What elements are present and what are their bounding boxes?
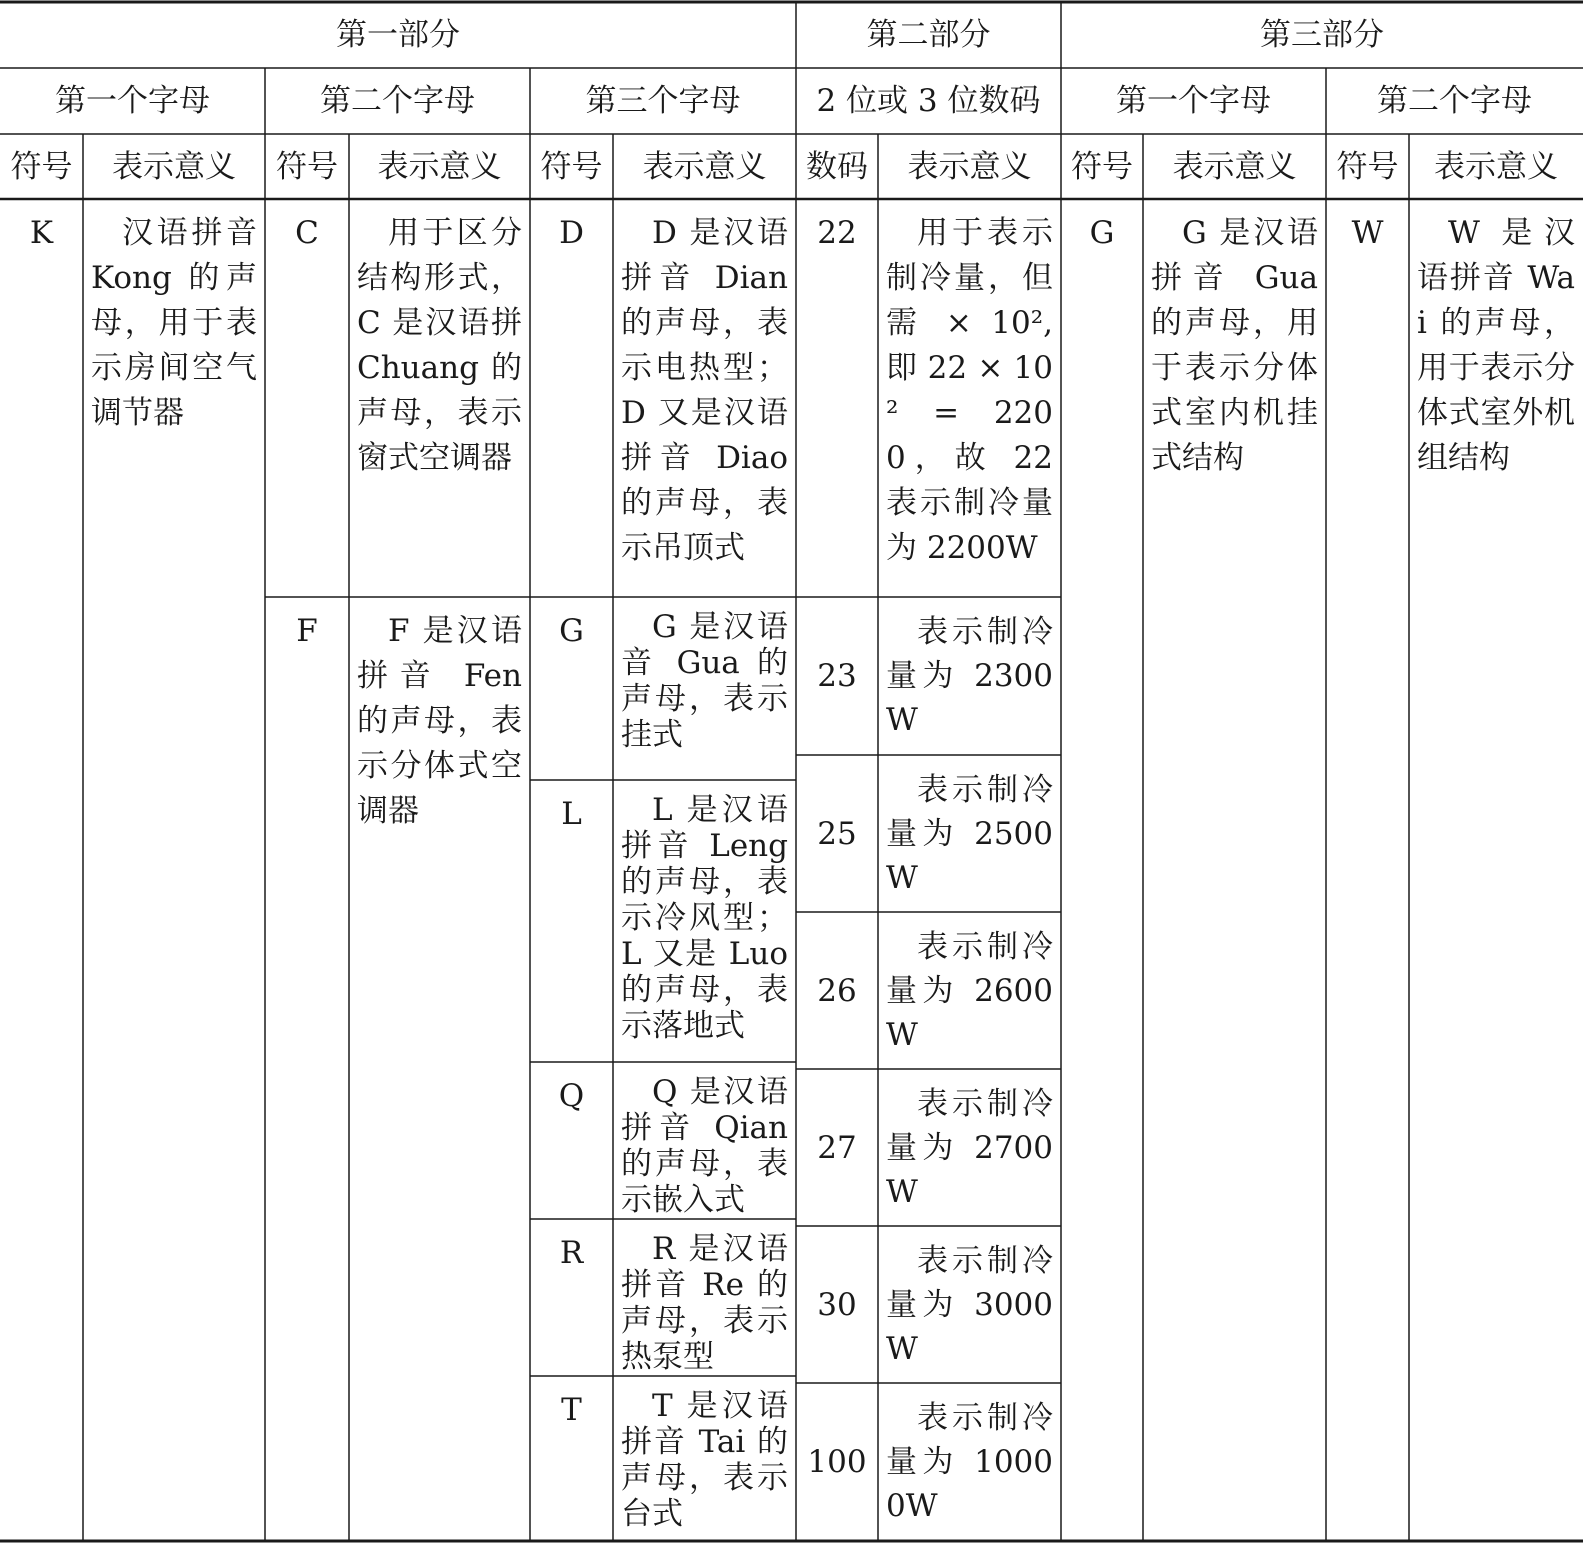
- col3-symbol-q: Q: [558, 1078, 585, 1114]
- subheader-symbol: 符号: [10, 148, 73, 185]
- col4-digits-27: 27: [817, 1129, 857, 1166]
- col4-digits-26: 26: [817, 972, 857, 1009]
- header-group-part3-first-letter: 第一个字母: [1116, 83, 1271, 119]
- header-part-1: 第一部分: [336, 17, 460, 53]
- col3-symbol-g: G: [559, 613, 584, 649]
- col5-symbol: G: [1089, 215, 1115, 251]
- col3-meaning-t: T 是汉语拼音 Tai 的声母，表示台式: [621, 1388, 788, 1532]
- col4-digits-22: 22: [817, 215, 857, 251]
- col3-meaning-q: Q 是汉语拼音 Qian 的声母，表示嵌入式: [621, 1074, 788, 1218]
- col4-meaning-cell-23: [878, 597, 1061, 755]
- col4-meaning-100: 表示制冷量为 10000W: [886, 1400, 1053, 1524]
- col4-meaning-cell-100: [878, 1383, 1061, 1541]
- col4-meaning-cell-30: [878, 1226, 1061, 1383]
- header-group-first-letter: 第一个字母: [55, 83, 210, 119]
- col4-digits-100: 100: [807, 1444, 867, 1480]
- col4-digits-30: 30: [817, 1286, 857, 1323]
- subheader-meaning: 表示意义: [907, 148, 1032, 185]
- subheader-meaning: 表示意义: [1434, 148, 1558, 185]
- col3-symbol-d: D: [559, 215, 584, 251]
- col4-meaning-26: 表示制冷量为 2600W: [886, 928, 1053, 1053]
- header-group-digits: 2 位或 3 位数码: [816, 83, 1041, 119]
- subheader-meaning: 表示意义: [1172, 148, 1297, 185]
- header-group-second-letter: 第二个字母: [320, 83, 475, 119]
- subheader-symbol: 符号: [276, 148, 338, 185]
- col6-symbol: W: [1351, 215, 1384, 251]
- col4-meaning-27: 表示制冷量为 2700W: [886, 1085, 1053, 1210]
- subheader-digits: 数码: [806, 148, 868, 185]
- subheader-symbol: 符号: [1336, 148, 1399, 185]
- col6-meaning: W 是汉语拼音 Wai 的声母，用于表示分体式室外机组结构: [1417, 215, 1575, 476]
- col4-meaning-30: 表示制冷量为 3000W: [886, 1242, 1053, 1367]
- col1-symbol: K: [29, 215, 54, 251]
- col3-symbol-l: L: [561, 796, 582, 832]
- subheader-meaning: 表示意义: [112, 148, 236, 185]
- subheader-meaning: 表示意义: [377, 148, 502, 185]
- col2-symbol-f: F: [296, 613, 318, 649]
- col4-digits-23: 23: [817, 658, 857, 694]
- subheader-symbol: 符号: [540, 148, 603, 185]
- col1-meaning: 汉语拼音 Kong 的声母，用于表示房间空气调节器: [91, 215, 257, 431]
- col4-digits-25: 25: [817, 815, 857, 852]
- header-group-third-letter: 第三个字母: [585, 83, 741, 119]
- col2-symbol-c: C: [295, 215, 319, 251]
- header-part-3: 第三部分: [1260, 17, 1384, 53]
- col4-meaning-25: 表示制冷量为 2500W: [886, 771, 1053, 896]
- col3-symbol-r: R: [559, 1235, 584, 1271]
- col2-meaning-c: 用于区分结构形式，C 是汉语拼 Chuang 的声母，表示窗式空调器: [357, 215, 522, 476]
- col3-meaning-d: D 是汉语拼音 Dian 的声母，表示电热型；D 又是汉语拼音 Diao 的声母，表示吊顶式: [621, 215, 788, 566]
- subheader-meaning: 表示意义: [642, 148, 767, 185]
- col4-meaning-23: 表示制冷量为 2300W: [886, 614, 1053, 738]
- col4-meaning-cell-27: [878, 1069, 1061, 1226]
- col3-meaning-g: G 是汉语音 Gua 的声母，表示挂式: [621, 609, 788, 753]
- header-part-2: 第二部分: [866, 17, 991, 53]
- col4-meaning-22: 用于表示制冷量，但需 × 10², 即 22 × 10² = 2200，故 22 表示制冷量为 2200W: [886, 215, 1053, 566]
- col3-meaning-l: L 是汉语拼音 Leng 的声母，表示冷风型；L 又是 Luo 的声母，表示落地式: [621, 792, 788, 1044]
- header-group-part3-second-letter: 第二个字母: [1377, 83, 1532, 119]
- col5-meaning: G 是汉语拼音 Gua 的声母，用于表示分体式室内机挂式结构: [1151, 215, 1318, 476]
- subheader-symbol: 符号: [1071, 148, 1133, 185]
- col2-meaning-f: F 是汉语拼音 Fen 的声母，表示分体式空调器: [357, 613, 522, 829]
- col4-meaning-cell-25: [878, 755, 1061, 912]
- col3-symbol-t: T: [561, 1392, 582, 1428]
- col3-meaning-r: R 是汉语拼音 Re 的声母，表示热泵型: [621, 1231, 788, 1375]
- col4-meaning-cell-26: [878, 912, 1061, 1069]
